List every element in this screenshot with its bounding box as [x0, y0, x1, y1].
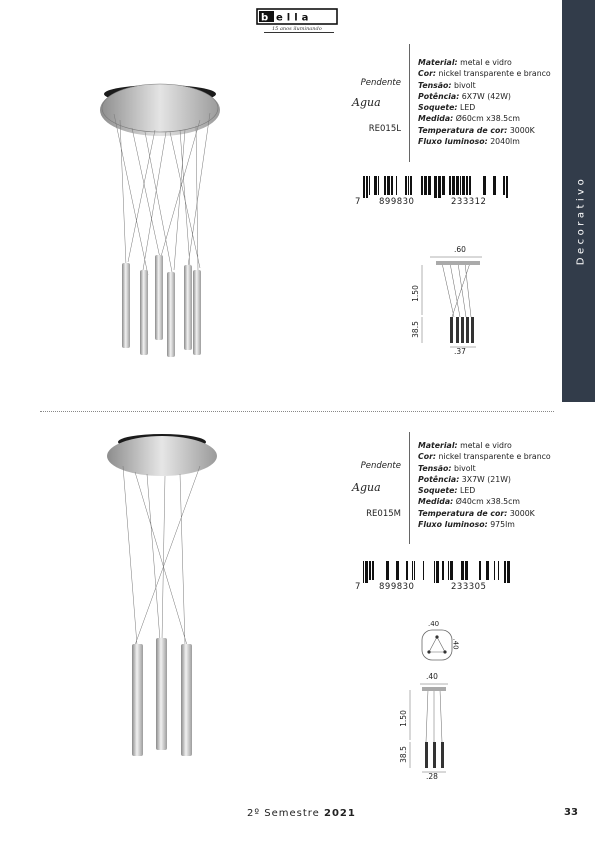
product-photo-re015m: [105, 430, 225, 770]
spec-color-temperature: Temperatura de cor: 3000K: [418, 125, 535, 135]
dimension-drawing: [398, 672, 468, 784]
spec-luminous-flux: Fluxo luminoso: 975lm: [418, 520, 515, 530]
spec-power: Potência: 3X7W (21W): [418, 474, 511, 484]
spec-material: Material: metal e vidro: [418, 58, 512, 67]
spec-divider-line: [409, 44, 410, 162]
plan-view-drawing: [412, 620, 472, 670]
product-type: Pendente: [360, 461, 401, 471]
dim-height: 1.50: [398, 710, 408, 727]
footer-semester: 2º Semestre 2021: [247, 808, 356, 819]
product-code: RE015L: [368, 124, 401, 134]
barcode: 7 899830 233312: [355, 176, 515, 212]
spec-divider-line: [409, 432, 410, 544]
product-photo-re015l: [100, 80, 230, 360]
bella-logo-icon: [256, 8, 338, 25]
dim-body: 38.5: [398, 746, 408, 763]
spec-color: Cor: nickel transparente e branco: [418, 452, 551, 462]
dim-bottom: .37: [454, 347, 466, 356]
section-divider: [40, 411, 554, 412]
dimension-drawing: [410, 245, 500, 357]
brand-tagline: 15 anos iluminando: [272, 26, 322, 32]
dim-height: 1.50: [410, 285, 420, 302]
spec-list: [418, 57, 568, 147]
dim-width: .60: [454, 245, 466, 254]
spec-power: Potência: 6X7W (42W): [418, 91, 511, 101]
barcode-icon: [363, 176, 513, 198]
spec-material: Material: metal e vidro: [418, 441, 512, 450]
svg-text:b: b: [261, 12, 269, 24]
category-label: Decorativo: [575, 175, 587, 266]
dim-plan-width: .40: [428, 620, 440, 628]
brand-logo: [256, 8, 338, 38]
spec-voltage: Tensão: bivolt: [418, 463, 476, 473]
svg-text:ella: ella: [276, 12, 313, 24]
spec-socket: Soquete: LED: [418, 103, 476, 113]
spec-color: Cor: nickel transparente e branco: [418, 69, 551, 79]
dim-bottom: .28: [426, 772, 438, 781]
dim-body: 38.5: [410, 321, 420, 338]
spec-size: Medida: Ø60cm x38.5cm: [418, 114, 521, 124]
product-signature: Agua: [352, 481, 381, 494]
barcode-icon: [363, 561, 513, 583]
product-signature: Agua: [352, 96, 381, 109]
spec-size: Medida: Ø40cm x38.5cm: [418, 497, 521, 507]
spec-color-temperature: Temperatura de cor: 3000K: [418, 508, 535, 518]
dim-plan-depth: .40: [451, 638, 460, 650]
barcode: 7 899830 233305: [355, 561, 515, 597]
product-code: RE015M: [366, 509, 401, 519]
spec-socket: Soquete: LED: [418, 486, 476, 496]
product-type: Pendente: [360, 78, 401, 88]
page-number: 33: [564, 807, 578, 818]
tagline-underline: [264, 32, 334, 33]
dim-width: .40: [426, 672, 438, 681]
spec-list: [418, 440, 568, 530]
spec-luminous-flux: Fluxo luminoso: 2040lm: [418, 137, 520, 147]
spec-voltage: Tensão: bivolt: [418, 80, 476, 90]
